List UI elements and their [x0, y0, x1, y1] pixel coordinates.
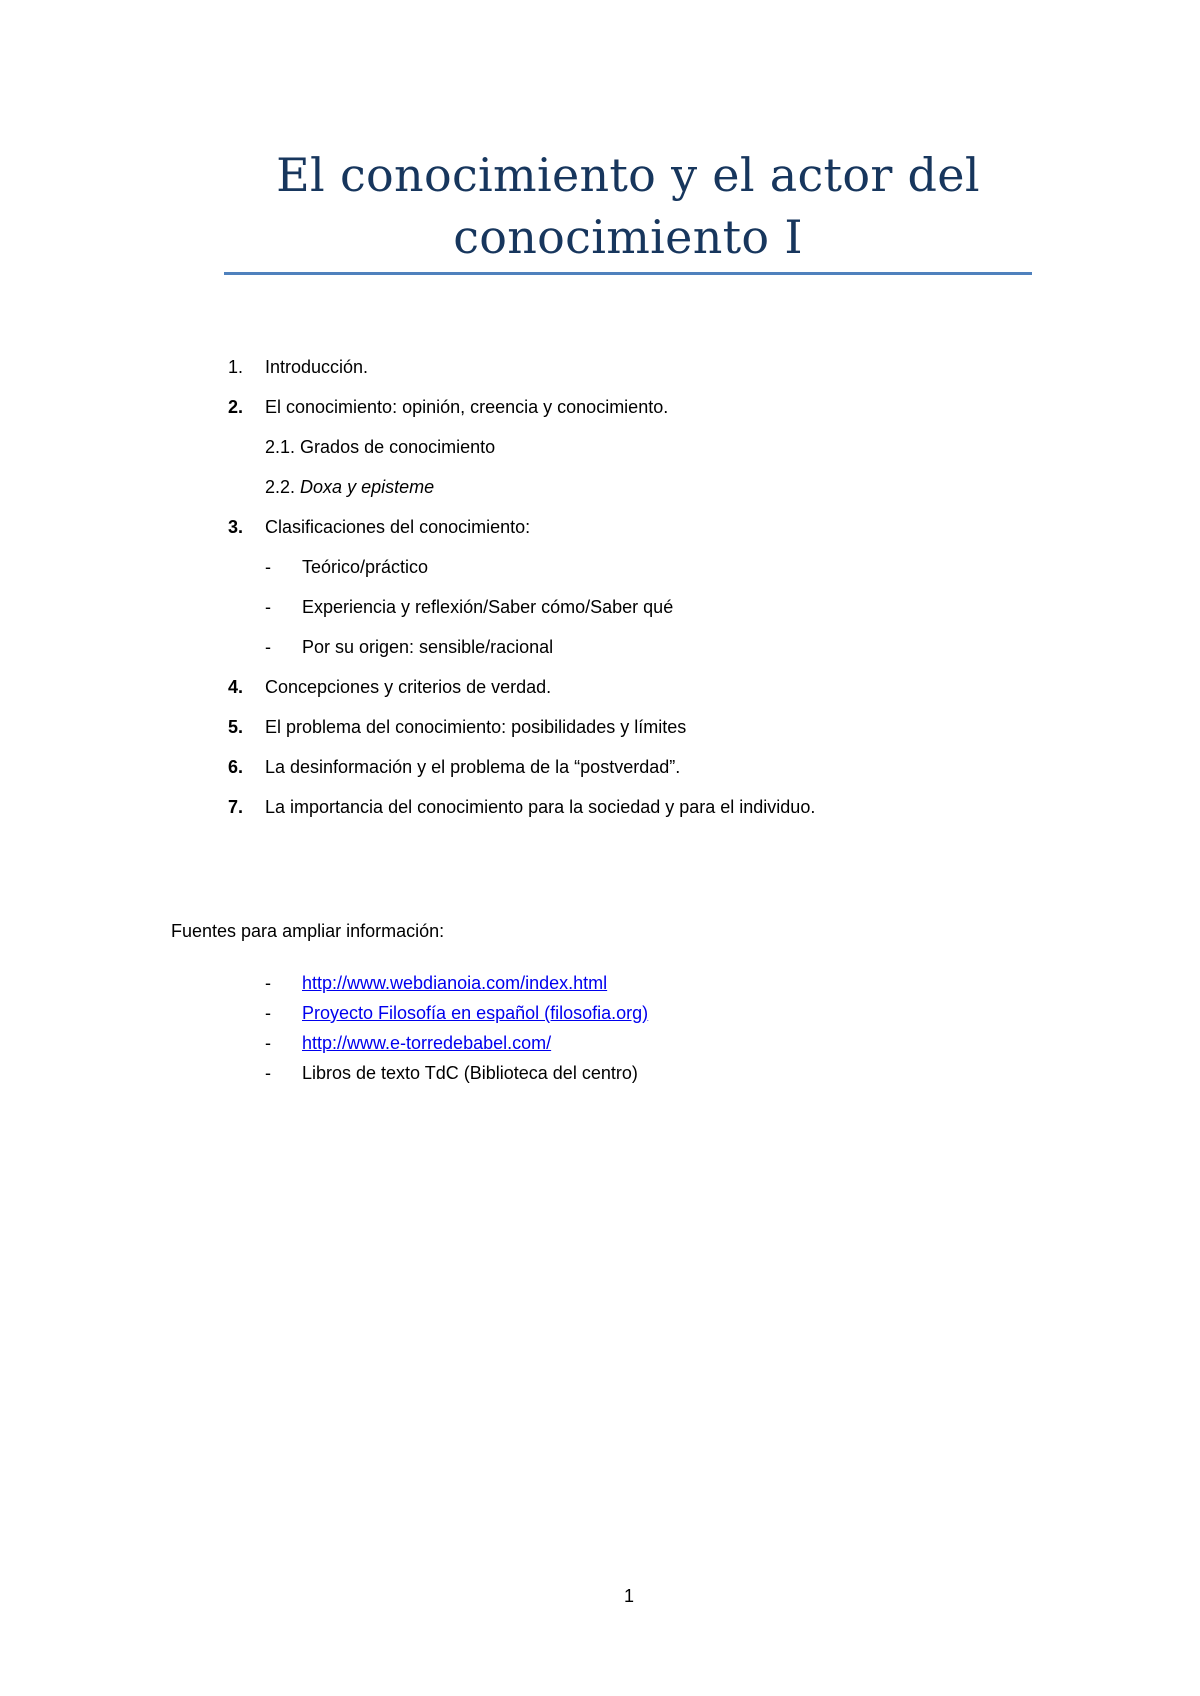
dash-bullet: -: [265, 973, 271, 993]
toc-number: 2.: [228, 397, 244, 417]
toc-text: Clasificaciones del conocimiento:: [265, 517, 531, 537]
dash-bullet: -: [265, 1033, 271, 1053]
dash-bullet: -: [265, 597, 271, 617]
toc-number: 5.: [228, 717, 244, 737]
toc-text: Introducción.: [265, 357, 369, 377]
toc-subitem: [265, 436, 495, 458]
toc-number: 2.1.: [265, 437, 296, 457]
link-filosofia-org[interactable]: Proyecto Filosofía en español (filosofia.org): [302, 1003, 649, 1023]
toc-text: El conocimiento: opinión, creencia y conocimiento.: [265, 397, 669, 417]
sources-heading: Fuentes para ampliar información:: [171, 921, 445, 941]
toc-text: Concepciones y criterios de verdad.: [265, 677, 552, 697]
toc-number: 6.: [228, 757, 244, 777]
dash-bullet: -: [265, 1063, 271, 1083]
title-underline: [224, 272, 1032, 275]
toc-text: Experiencia y reflexión/Saber cómo/Saber qué: [302, 597, 674, 617]
toc-number: 1.: [228, 357, 244, 377]
title-line-1: El conocimiento y el actor del: [276, 148, 980, 202]
link-torredebabel[interactable]: http://www.e-torredebabel.com/: [302, 1033, 552, 1053]
page-number: 1: [623, 1586, 634, 1606]
dash-bullet: -: [265, 637, 271, 657]
toc-subitem: [265, 476, 434, 498]
toc-text: Grados de conocimiento: [300, 437, 496, 457]
dash-bullet: -: [265, 1003, 271, 1023]
toc-text: La importancia del conocimiento para la sociedad y para el individuo.: [265, 797, 816, 817]
toc-text: Teórico/práctico: [302, 557, 429, 577]
toc-number: 7.: [228, 797, 244, 817]
source-textbooks: Libros de texto TdC (Biblioteca del centro): [302, 1063, 638, 1083]
toc-text: La desinformación y el problema de la “postverdad”.: [265, 757, 681, 777]
toc-number: 2.2.: [265, 477, 296, 497]
toc-number: 4.: [228, 677, 244, 697]
dash-bullet: -: [265, 557, 271, 577]
link-webdianoia[interactable]: http://www.webdianoia.com/index.html: [302, 973, 608, 993]
toc-text: Por su origen: sensible/racional: [302, 637, 554, 657]
toc-text: El problema del conocimiento: posibilidades y límites: [265, 717, 687, 737]
page-title: [224, 144, 1032, 268]
title-line-2: conocimiento I: [453, 210, 803, 264]
toc-text: Doxa y episteme: [300, 477, 435, 497]
toc-number: 3.: [228, 517, 244, 537]
